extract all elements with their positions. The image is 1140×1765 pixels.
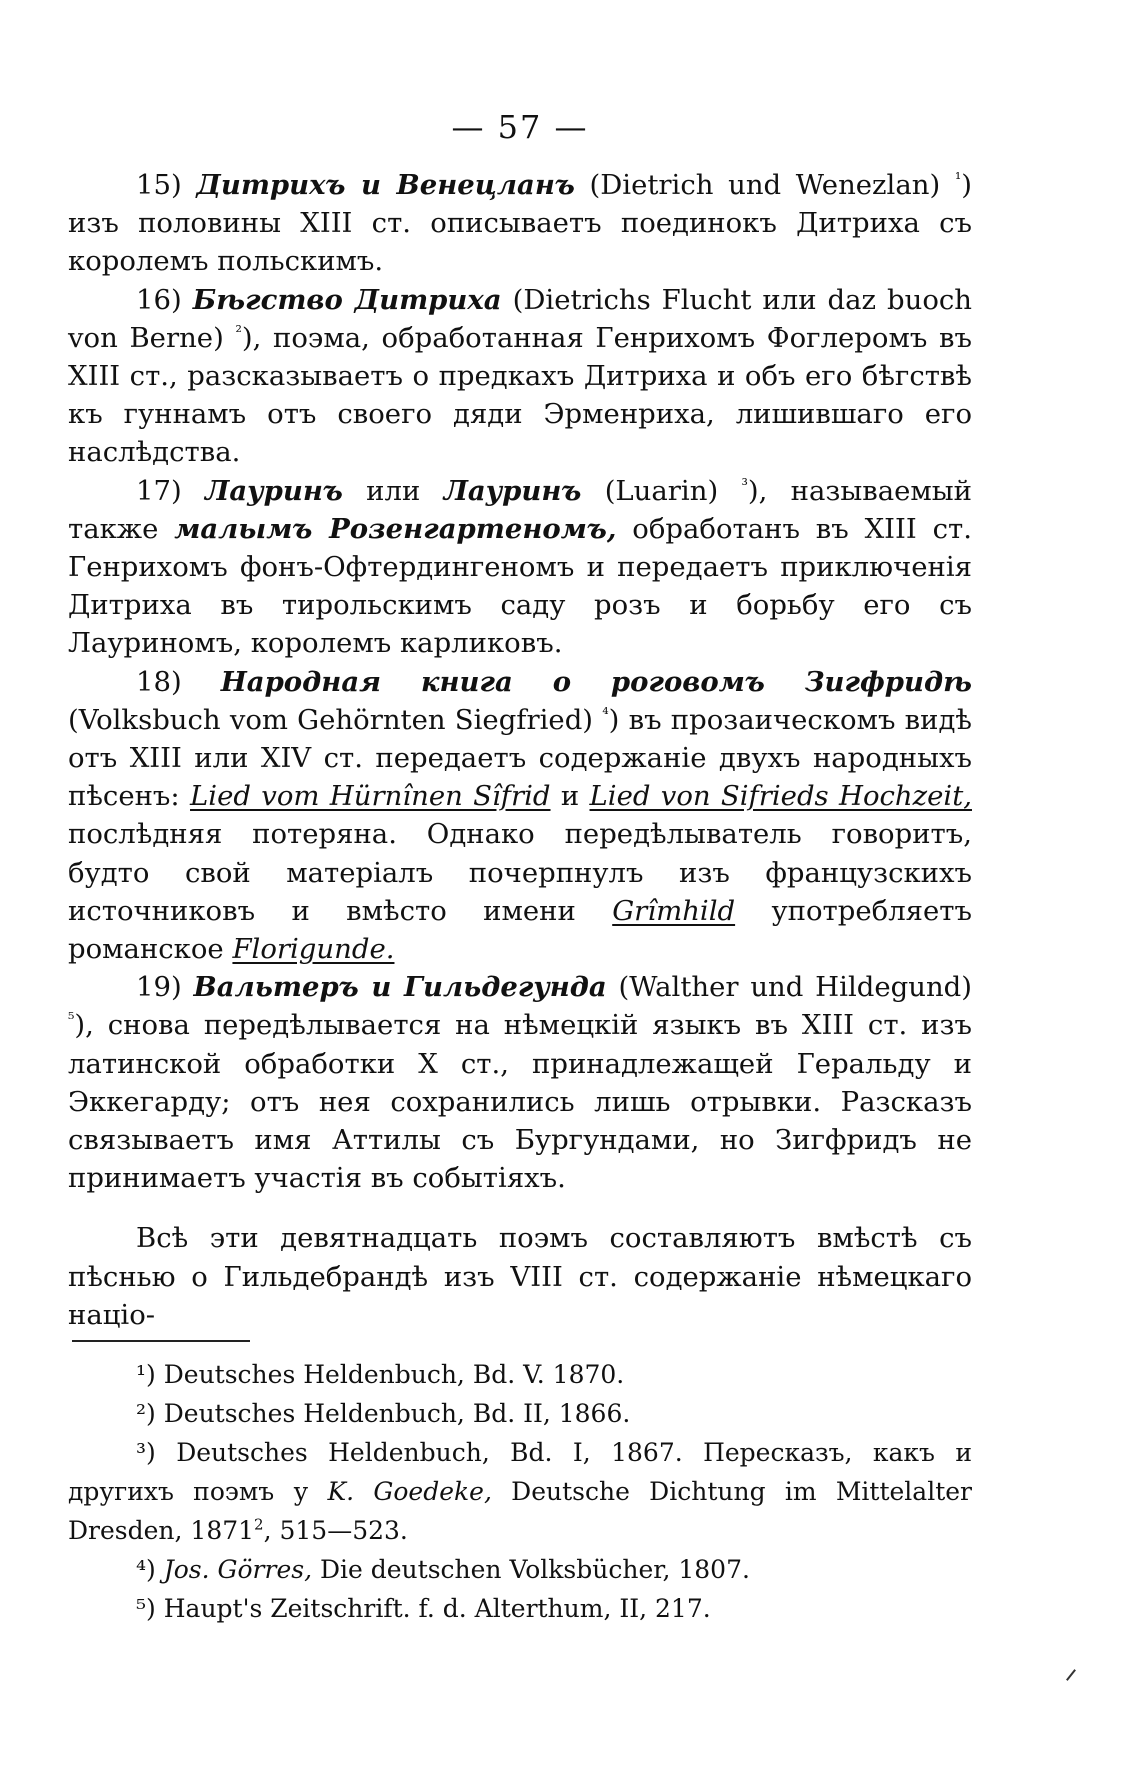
entry-text: употребляетъ романское — [68, 894, 972, 966]
footnote-divider — [72, 1340, 250, 1342]
footnote-mark: ¹) — [136, 1360, 156, 1389]
footnote-text: Deutsche Dichtung im Mittelalter Dresden, 1871 — [68, 1477, 972, 1545]
entry-text: обработанъ въ XIII ст. Генрихомъ фонъ-Офтердингеномъ и передаетъ приключенія Дитриха въ тирольскимъ саду розъ и борьбу его съ Лауриномъ, королемъ карликовъ. — [68, 512, 972, 660]
entry-text: (Volksbuch vom Gehörnten Siegfried) — [68, 703, 603, 736]
entry-text: (Dietrichs Flucht или daz buoch von Berne) — [68, 283, 972, 354]
entry-text: (Dietrich und Wenezlan) — [574, 169, 955, 201]
footnote-text: Deutsches Heldenbuch, Bd. V. 1870. — [163, 1360, 625, 1389]
entry-18 — [68, 663, 972, 969]
footnote-mark: ³) — [136, 1438, 156, 1467]
edition-superscript: 2 — [254, 1515, 264, 1534]
footnote-author: Jos. Görres, — [163, 1555, 313, 1584]
entry-number: 19) — [136, 971, 182, 1004]
footnote-2 — [68, 1394, 972, 1433]
entry-number: 15) — [136, 169, 182, 201]
footnote-ref: ³ — [741, 474, 748, 494]
name-term: Grîmhild — [612, 894, 736, 927]
entry-text: ) изъ половины XIII ст. описываетъ поединокъ Дитриха съ королемъ польскимъ. — [68, 169, 972, 278]
entry-number: 17) — [136, 474, 182, 507]
footnote-ref: ⁴ — [602, 703, 609, 723]
entry-text: ), снова передѣлывается на нѣмецкій языкъ въ XIII ст. изъ латинской обработки X ст., принадлежащей Геральду и Эккегарду; отъ нея сохранились лишь отрывки. Разсказъ связываетъ имя Аттилы съ Бургундами, но Зигфридъ не принимаетъ участія въ событіяхъ. — [68, 1009, 972, 1195]
footnote-text: Haupt's Zeitschrift. f. d. Alterthum, II, 217. — [163, 1594, 711, 1623]
entry-text: ), поэма, обработанная Генрихомъ Фоглеромъ въ XIII ст., разсказываетъ о предкахъ Дитриха и объ его бѣгствѣ къ гуннамъ отъ своего дяди Эрменриха, лишившаго его наслѣдства. — [68, 321, 972, 469]
footnote-text: Die deutschen Volksbücher, 1807. — [312, 1555, 750, 1584]
entry-17 — [68, 472, 972, 663]
footnote-author: K. Goedeke, — [327, 1477, 492, 1506]
entry-15 — [68, 166, 972, 281]
footnote-mark: ⁴) — [136, 1555, 156, 1584]
poem-title: Лауринъ — [205, 474, 343, 507]
poem-title: Вальтеръ и Гильдегунда — [193, 971, 607, 1004]
footnote-text: Deutsches Heldenbuch, Bd. I, 1867. Пересказъ, какъ и другихъ поэмъ у — [68, 1438, 972, 1506]
footnote-5 — [68, 1589, 972, 1628]
entry-19 — [68, 968, 972, 1197]
entry-text: ) въ прозаическомъ видѣ отъ XIII или XIV ст. передаетъ содержаніе двухъ народныхъ пѣсенъ: — [68, 703, 972, 813]
main-text — [68, 166, 972, 1334]
entry-number: 18) — [136, 665, 182, 698]
poem-title: Дитрихъ и Венецланъ — [196, 169, 575, 201]
poem-title-alt: малымъ Розенгартеномъ, — [174, 512, 617, 545]
footnote-4 — [68, 1550, 972, 1589]
footnote-mark: ²) — [136, 1399, 156, 1428]
summary-paragraph: Всѣ эти девятнадцать поэмъ составляютъ вмѣстѣ съ пѣснью о Гильдебрандѣ изъ VIII ст. содержаніе нѣмецкаго націо- — [68, 1222, 972, 1331]
name-term: Florigunde. — [232, 933, 395, 966]
poem-title: Бѣгство Дитриха — [192, 283, 502, 316]
page-number: — 57 — — [451, 108, 589, 146]
footnote-text: Deutsches Heldenbuch, Bd. II, 1866. — [163, 1399, 631, 1428]
ink-mark — [1063, 1668, 1080, 1683]
footnote-ref: ¹ — [954, 168, 962, 188]
footnotes — [68, 1355, 972, 1628]
footnote-mark: ⁵) — [136, 1594, 156, 1623]
entry-text: ), называемый также — [68, 474, 972, 545]
entry-number: 16) — [136, 283, 182, 316]
entry-text: или — [342, 474, 444, 507]
book-page — [68, 0, 972, 1765]
poem-title-alt: Лауринъ — [443, 474, 582, 507]
footnote-ref: ² — [235, 321, 242, 341]
song-title: Lied von Sifrieds Hochzeit, — [589, 780, 972, 813]
footnote-ref: ⁵ — [68, 1009, 75, 1029]
entry-16 — [68, 281, 972, 472]
footnote-3 — [68, 1433, 972, 1550]
entry-text: и — [550, 780, 590, 813]
entry-text: (Luarin) — [581, 474, 742, 507]
poem-title: Народная книга о роговомъ Зигфридѣ — [220, 665, 972, 698]
entry-text: (Walther und Hildegund) — [606, 971, 972, 1004]
entry-text: послѣдняя потеряна. Однако передѣлыватель говоритъ, будто свой матеріалъ почерпнулъ изъ французскихъ источниковъ и вмѣсто имени — [68, 818, 972, 927]
footnote-text: , 515—523. — [263, 1516, 408, 1545]
footnote-1 — [68, 1355, 972, 1394]
song-title: Lied vom Hürnînen Sîfrid — [190, 780, 551, 813]
